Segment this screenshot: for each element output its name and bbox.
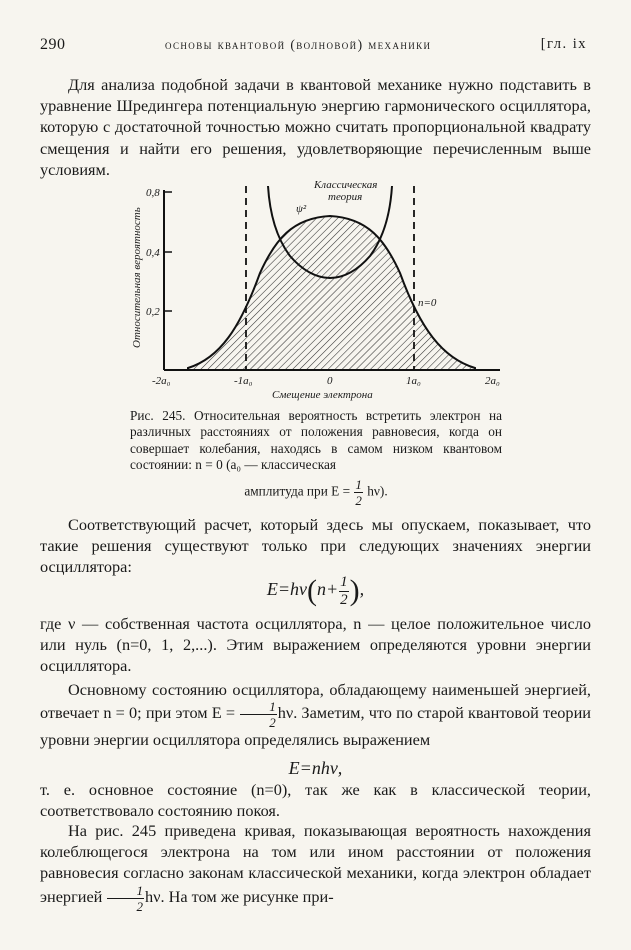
formula-energy-levels: E=hν(n+ $\frac{1}{2}$ ),	[266, 573, 365, 608]
paragraph-5: т. е. основное состояние (n=0), так же как в классической теории, соответствовало состоянию покоя.	[40, 780, 591, 821]
x-tick-label: -2a₀	[152, 375, 171, 387]
paragraph-2: Соответствующий расчет, который здесь мы опускаем, показывает, что такие решения существуют только при следующих значениях энергии осциллятора:	[40, 515, 591, 577]
psi-squared-area	[188, 216, 475, 370]
x-tick-label: 2a₀	[485, 375, 500, 387]
fraction: $\frac{1}{2}$	[107, 884, 144, 913]
caption-tail-after: hν).	[367, 483, 388, 499]
figure-245	[130, 178, 510, 406]
y-tick-label: 0,4	[146, 247, 160, 259]
x-tick-label: 0	[327, 375, 333, 387]
running-title: основы квантовой (волновой) механики	[165, 37, 432, 52]
figure-caption	[130, 408, 502, 507]
probability-plot	[130, 178, 510, 406]
y-tick-label: 0,2	[146, 306, 160, 318]
y-tick-label: 0,8	[146, 187, 160, 199]
x-tick-label: -1a₀	[234, 375, 253, 387]
x-axis-label: Смещение электрона	[272, 389, 373, 401]
fraction: $\frac{1}{2}$	[340, 573, 348, 608]
caption-tail	[130, 478, 502, 507]
page-header	[40, 36, 591, 56]
paragraph-6: На рис. 245 приведена кривая, показывающая вероятность нахождения колеблющегося электрона на том или ином расстоянии от положения равновесия согласно законам классической механики, когда электрон обладает энергией $\frac{1}{2}$ hν. На том же рисунке при-	[40, 821, 591, 914]
fraction: $\frac{1}{2}$	[240, 700, 277, 729]
classical-label: теория	[328, 191, 363, 203]
formula-old-theory: E=nhν,	[288, 758, 343, 778]
y-axis-label: Относительная вероятность	[131, 207, 143, 348]
caption-main: Рис. 245. Относительная вероятность встретить электрон на различных расстояниях от положения равновесия, когда он совершает колебания, находясь в самом низком квантовом состоянии: n = 0 (a₀ — классическая	[130, 408, 502, 473]
paragraph-3: где ν — собственная частота осциллятора, n — целое положительное число или нуль (n=0, 1, 2,...). Этим выражением определяются уровни энергии осциллятора.	[40, 614, 591, 676]
psi-label: ψ²	[296, 203, 307, 215]
chapter-label: [гл. ix	[540, 36, 587, 52]
n-label: n=0	[418, 297, 437, 309]
intro-paragraph: Для анализа подобной задачи в квантовой механике нужно подставить в уравнение Шредингера потенциальную энергию гармонического осциллятора, которую с достаточной точностью можно считать пропорциональной квадрату смещения и найти его решения, удовлетворяющие перечисленным выше условиям.	[40, 75, 591, 179]
caption-tail-before: амплитуда при E =	[244, 483, 351, 499]
paragraph-4: Основному состоянию осциллятора, обладающему наименьшей энергией, отвечает n = 0; при этом E = $\frac{1}{2}$ hν. Заметим, что по старой квантовой теории уровни энергии осциллятора определялись выражением	[40, 680, 592, 750]
fraction: $\frac{1}{2}$	[355, 476, 362, 508]
x-tick-label: 1a₀	[406, 375, 421, 387]
page-number: 290	[40, 36, 66, 53]
classical-label: Классическая	[314, 179, 378, 191]
